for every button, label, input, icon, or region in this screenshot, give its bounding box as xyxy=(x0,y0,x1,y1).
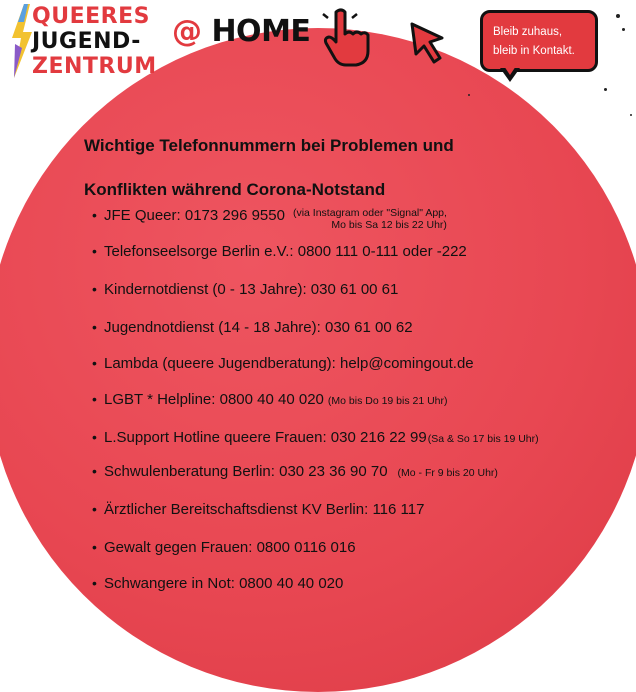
item-text: Kindernotdienst (0 - 13 Jahre): 030 61 00 61 xyxy=(104,281,399,298)
item-text: Gewalt gegen Frauen: 0800 0116 016 xyxy=(104,539,356,556)
at-sign: @ xyxy=(172,14,202,49)
item-note: (Sa & So 17 bis 19 Uhr) xyxy=(427,433,539,445)
item-note xyxy=(293,207,447,231)
bullet: • xyxy=(92,355,97,371)
list-item xyxy=(92,354,474,373)
qjz-logo xyxy=(4,2,157,80)
bullet: • xyxy=(92,539,97,555)
list-item xyxy=(92,500,424,519)
item-note: (Mo - Fr 9 bis 20 Uhr) xyxy=(397,467,498,479)
bullet: • xyxy=(92,391,97,407)
item-note-line-1: (via Instagram oder "Signal" App, xyxy=(292,207,447,219)
list-item xyxy=(92,242,467,261)
list-item xyxy=(92,318,413,337)
bullet: • xyxy=(92,429,97,445)
list-item xyxy=(92,462,498,482)
item-text: LGBT * Helpline: 0800 40 40 020 xyxy=(104,391,324,408)
bullet: • xyxy=(92,501,97,517)
item-text: Ärztlicher Bereitschaftsdienst KV Berlin: 116 117 xyxy=(104,501,425,518)
home-title xyxy=(172,14,310,49)
speech-bubble xyxy=(480,10,598,72)
item-note: (Mo bis Do 19 bis 21 Uhr) xyxy=(327,395,448,407)
decor-speck xyxy=(622,28,625,31)
bullet: • xyxy=(92,463,97,479)
bullet: • xyxy=(92,243,97,259)
item-text: Lambda (queere Jugendberatung): help@comingout.de xyxy=(104,355,474,372)
list-item xyxy=(92,206,447,231)
item-text: Jugendnotdienst (14 - 18 Jahre): 030 61 00 62 xyxy=(104,319,413,336)
list-item xyxy=(92,574,343,593)
heading-line-1: Wichtige Telefonnummern bei Problemen und xyxy=(84,136,454,155)
list-item xyxy=(92,390,448,410)
logo-line-3: ZENTRUM xyxy=(32,54,157,79)
cursor-arrow-icon xyxy=(408,20,448,66)
speech-bubble-tail-fill xyxy=(504,66,516,75)
decor-speck xyxy=(630,114,632,116)
bullet: • xyxy=(92,207,97,223)
lightning-bolt-icon xyxy=(10,4,34,78)
item-text: JFE Queer: 0173 296 9550 xyxy=(104,207,285,224)
item-text: Schwangere in Not: 0800 40 40 020 xyxy=(104,575,344,592)
decor-speck xyxy=(616,14,620,18)
item-text: Telefonseelsorge Berlin e.V.: 0800 111 0-111 oder -222 xyxy=(104,243,467,260)
list-item xyxy=(92,280,398,299)
list-item xyxy=(92,428,539,448)
bubble-line-2: bleib in Kontakt. xyxy=(493,45,575,57)
item-text: L.Support Hotline queere Frauen: 030 216 22 99 xyxy=(104,429,427,446)
decor-speck xyxy=(468,94,470,96)
bubble-line-1: Bleib zuhaus, xyxy=(493,26,563,38)
heading-line-2: Konflikten während Corona-Notstand xyxy=(84,180,386,199)
bullet: • xyxy=(92,281,97,297)
bullet: • xyxy=(92,319,97,335)
bullet: • xyxy=(92,575,97,591)
item-text: Schwulenberatung Berlin: 030 23 36 90 70 xyxy=(104,463,388,480)
home-label: HOME xyxy=(211,14,311,49)
hand-pointer-icon xyxy=(322,8,374,68)
logo-line-1: QUEERES xyxy=(32,4,150,29)
item-note-line-2: Mo bis Sa 12 bis 22 Uhr) xyxy=(331,219,447,231)
logo-line-2: JUGEND- xyxy=(32,29,141,54)
list-item xyxy=(92,538,356,557)
decor-speck xyxy=(604,88,607,91)
page-heading xyxy=(84,124,544,212)
